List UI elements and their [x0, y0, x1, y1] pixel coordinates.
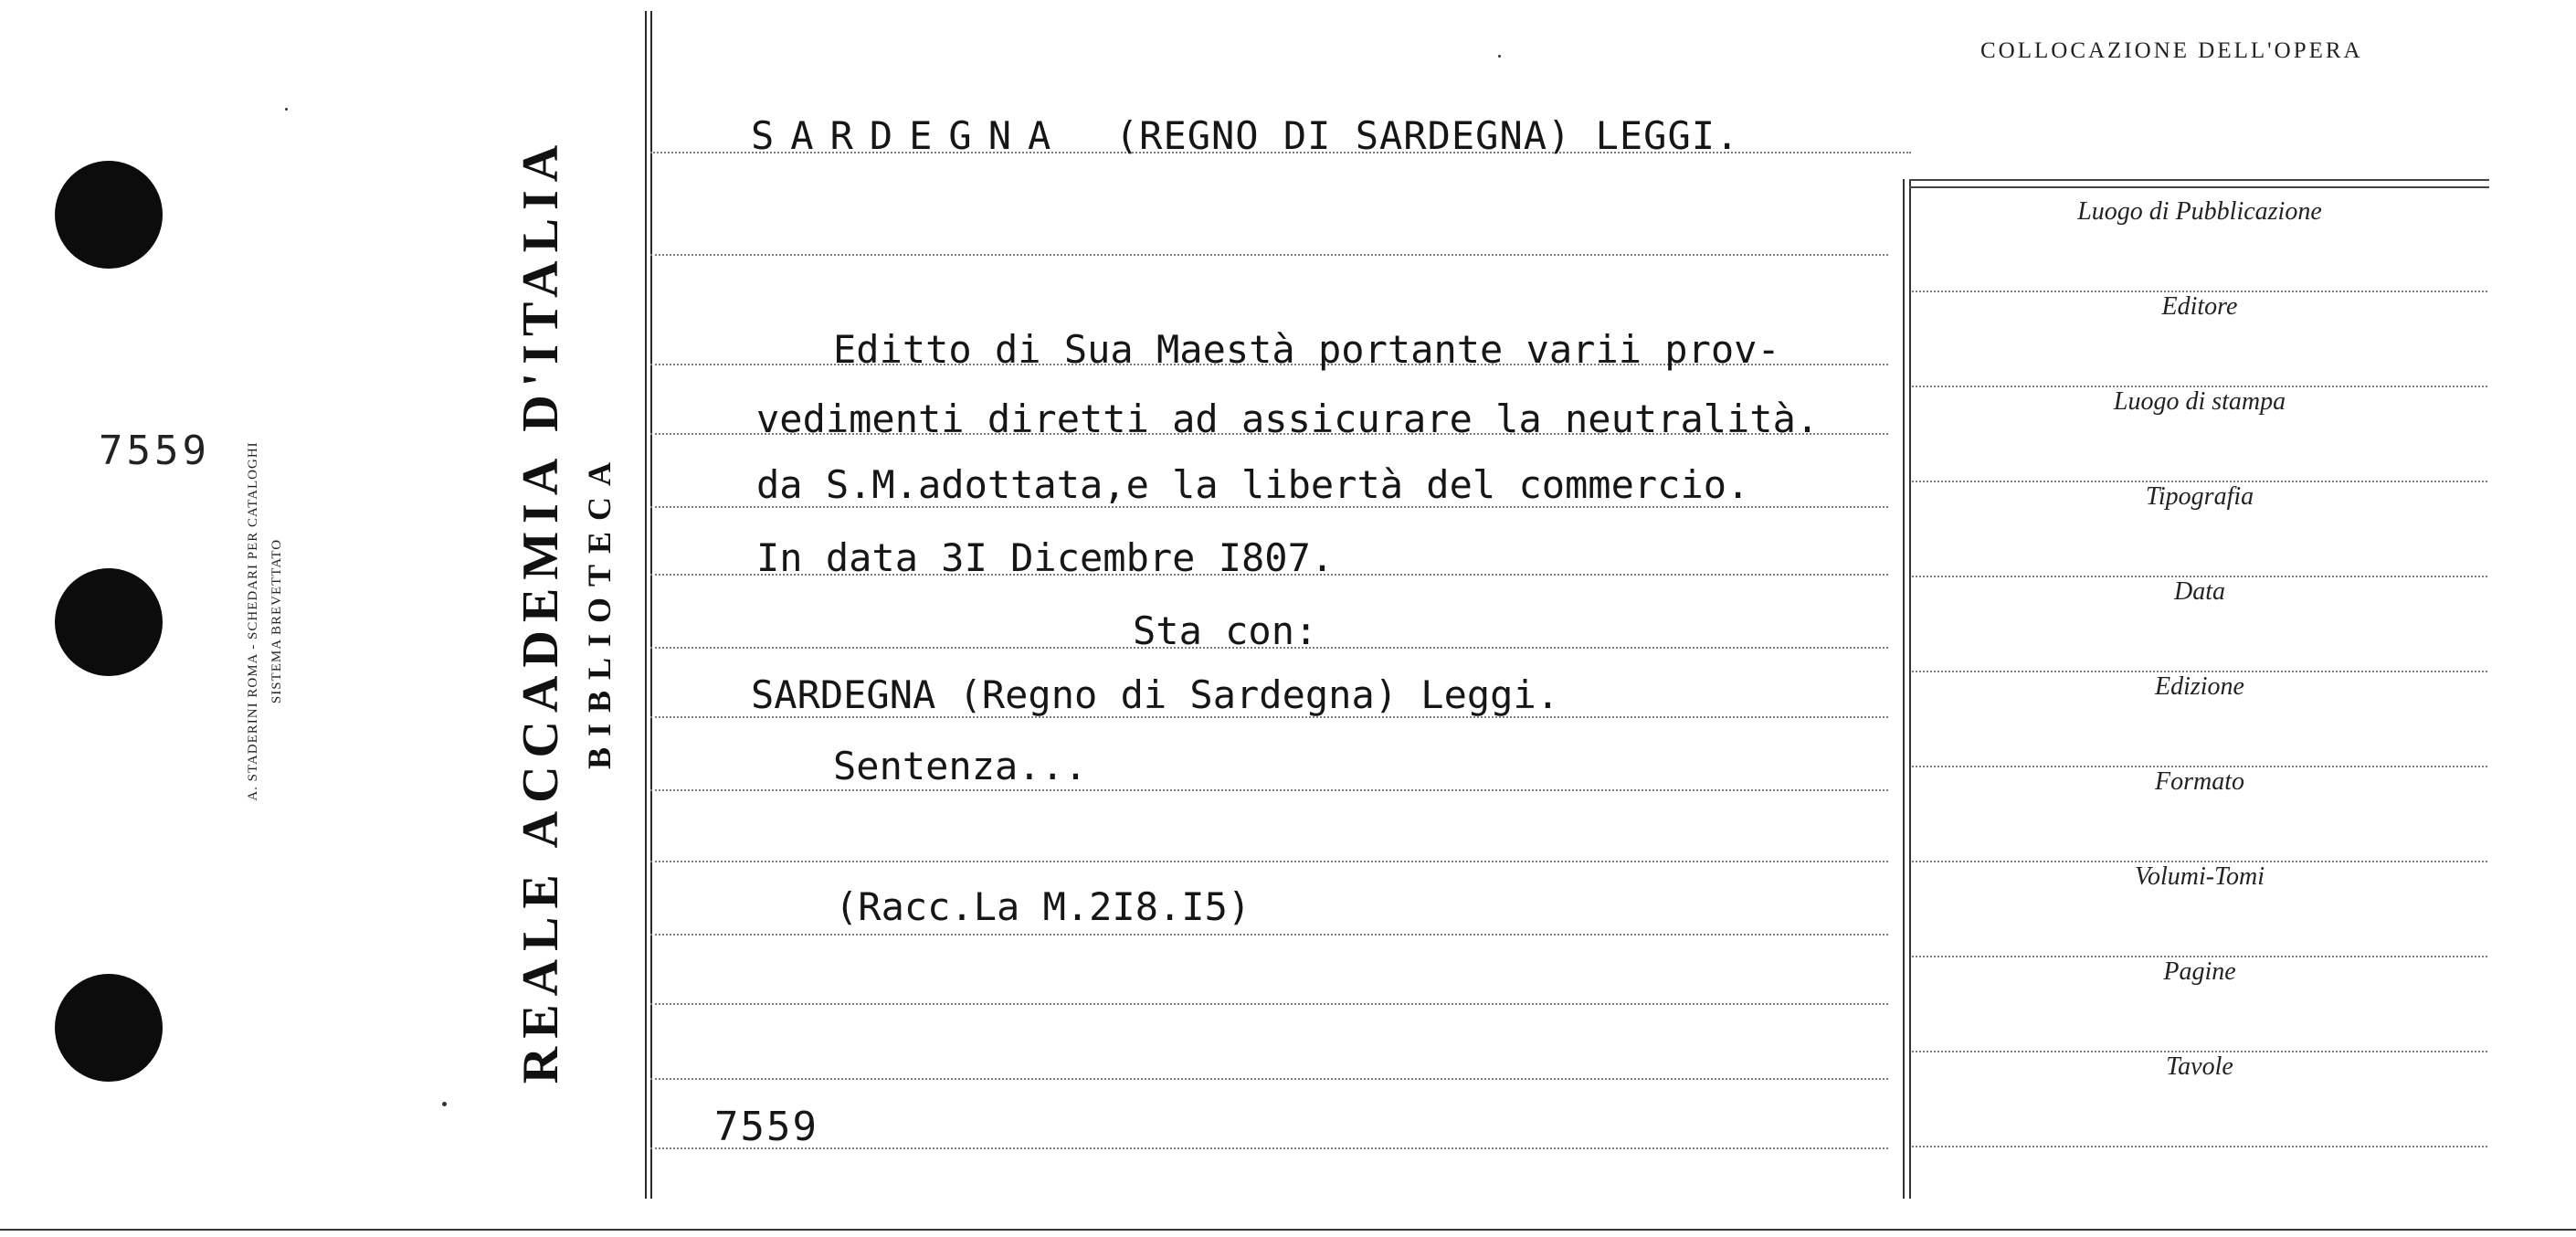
collection-reference: (Racc.La M.2I8.I5): [835, 884, 1251, 929]
left-double-rule-a: [645, 11, 647, 1199]
shelfmark-label: COLLOCAZIONE DELL'OPERA: [1980, 38, 2363, 63]
field-label-pagine: Pagine: [2163, 957, 2236, 986]
printer-credit-line2: SISTEMA BREVETTATO: [269, 538, 284, 704]
right-top-rule-b: [1909, 186, 2489, 188]
writing-line: [650, 789, 1888, 791]
entry-line-2: vedimenti diretti ad assicurare la neutralità.: [756, 396, 1820, 441]
related-heading: SARDEGNA (Regno di Sardegna) Leggi.: [751, 672, 1560, 717]
writing-line: [650, 254, 1888, 256]
printer-credit-line1: A. STADERINI ROMA - SCHEDARI PER CATALOGHI: [246, 441, 260, 801]
right-top-rule-a: [1909, 179, 2489, 181]
field-label-luogo-pubblicazione: Luogo di Pubblicazione: [2077, 197, 2322, 226]
entry-heading: [751, 113, 1739, 158]
punch-hole-top: [55, 161, 163, 269]
field-label-volumi-tomi: Volumi-Tomi: [2134, 862, 2265, 891]
field-line: [1912, 1146, 2487, 1147]
field-label-tavole: Tavole: [2166, 1052, 2233, 1081]
writing-line: [650, 934, 1888, 936]
bottom-border: [0, 1229, 2576, 1231]
field-label-data: Data: [2174, 577, 2225, 606]
field-label-edizione: Edizione: [2155, 672, 2244, 701]
entry-heading-rest: (REGNO DI SARDEGNA) LEGGI.: [1114, 113, 1740, 158]
see-with-label: Sta con:: [1133, 608, 1318, 653]
entry-heading-main: SARDEGNA: [751, 113, 1068, 158]
card-number-bottom: 7559: [714, 1104, 818, 1150]
department-title-text: BIBLIOTECA: [581, 450, 618, 770]
writing-line: [650, 861, 1888, 862]
right-column-rule-b: [1909, 179, 1911, 1199]
field-label-formato: Formato: [2155, 767, 2244, 796]
field-label-editore: Editore: [2161, 292, 2238, 321]
writing-line: [650, 1078, 1888, 1080]
writing-line: [650, 1003, 1888, 1005]
speck: [442, 1102, 447, 1106]
writing-line: [650, 1147, 1888, 1149]
field-label-tipografia: Tipografia: [2145, 482, 2254, 511]
entry-line-3: da S.M.adottata,e la libertà del commercio.: [756, 462, 1750, 507]
entry-line-1: Editto di Sua Maestà portante varii prov-: [833, 327, 1780, 372]
institution-title-text: REALE ACCADEMIA D'ITALIA: [512, 136, 569, 1084]
right-column-rule-a: [1903, 179, 1905, 1199]
speck: [285, 108, 288, 111]
punch-hole-middle: [55, 568, 163, 676]
punch-hole-bottom: [55, 974, 163, 1082]
entry-line-4: In data 3I Dicembre I807.: [756, 535, 1335, 580]
card-number-margin: 7559: [99, 428, 210, 474]
field-label-luogo-stampa: Luogo di stampa: [2113, 387, 2286, 416]
speck: [1498, 55, 1501, 58]
left-double-rule-b: [650, 11, 652, 1199]
related-subheading: Sentenza...: [833, 744, 1088, 788]
